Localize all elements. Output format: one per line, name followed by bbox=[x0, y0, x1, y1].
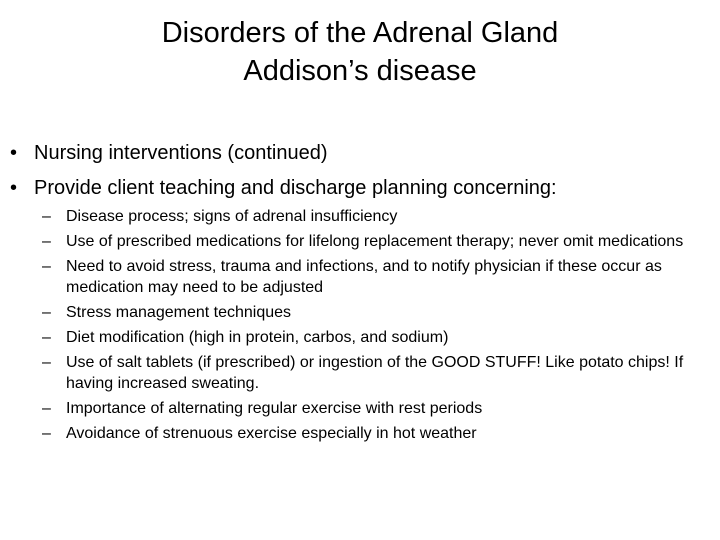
dash-icon: – bbox=[42, 208, 51, 225]
bullet-icon: • bbox=[10, 142, 18, 164]
dash-icon: – bbox=[42, 425, 51, 442]
sub-bullet-text: Diet modification (high in protein, carbos, and sodium) bbox=[66, 329, 449, 346]
sub-bullet-item bbox=[10, 398, 705, 419]
bullet-text: Provide client teaching and discharge planning concerning: bbox=[34, 177, 557, 199]
sub-bullet-item bbox=[10, 302, 705, 323]
title-line-2: Addison’s disease bbox=[243, 55, 477, 87]
sub-bullet-item bbox=[10, 423, 705, 444]
bullet-point bbox=[10, 175, 705, 201]
sub-bullet-text: Avoidance of strenuous exercise especially in hot weather bbox=[66, 425, 477, 442]
sub-bullet-text: Use of salt tablets (if prescribed) or ingestion of the GOOD STUFF! Like potato chips! If having increased sweating. bbox=[66, 354, 684, 392]
title-line-1: Disorders of the Adrenal Gland bbox=[161, 17, 559, 49]
sub-bullet-item bbox=[10, 327, 705, 348]
dash-icon: – bbox=[42, 329, 51, 346]
sub-bullet-list bbox=[10, 206, 705, 444]
sub-bullet-text: Need to avoid stress, trauma and infections, and to notify physician if these occur as medication may need to be adjusted bbox=[66, 258, 662, 296]
dash-icon: – bbox=[42, 233, 51, 250]
sub-bullet-text: Disease process; signs of adrenal insufficiency bbox=[66, 208, 398, 225]
sub-bullet-item bbox=[10, 231, 705, 252]
sub-bullet-text: Importance of alternating regular exercise with rest periods bbox=[66, 400, 483, 417]
slide-title bbox=[0, 14, 720, 90]
dash-icon: – bbox=[42, 258, 51, 275]
bullet-icon: • bbox=[10, 177, 18, 199]
dash-icon: – bbox=[42, 400, 51, 417]
sub-bullet-item bbox=[10, 256, 705, 298]
sub-bullet-item bbox=[10, 352, 705, 394]
slide-body bbox=[10, 140, 705, 448]
dash-icon: – bbox=[42, 354, 51, 371]
bullet-text: Nursing interventions (continued) bbox=[34, 142, 328, 164]
sub-bullet-text: Use of prescribed medications for lifelong replacement therapy; never omit medications bbox=[66, 233, 684, 250]
sub-bullet-text: Stress management techniques bbox=[66, 304, 292, 321]
sub-bullet-item bbox=[10, 206, 705, 227]
dash-icon: – bbox=[42, 304, 51, 321]
bullet-point bbox=[10, 140, 705, 166]
